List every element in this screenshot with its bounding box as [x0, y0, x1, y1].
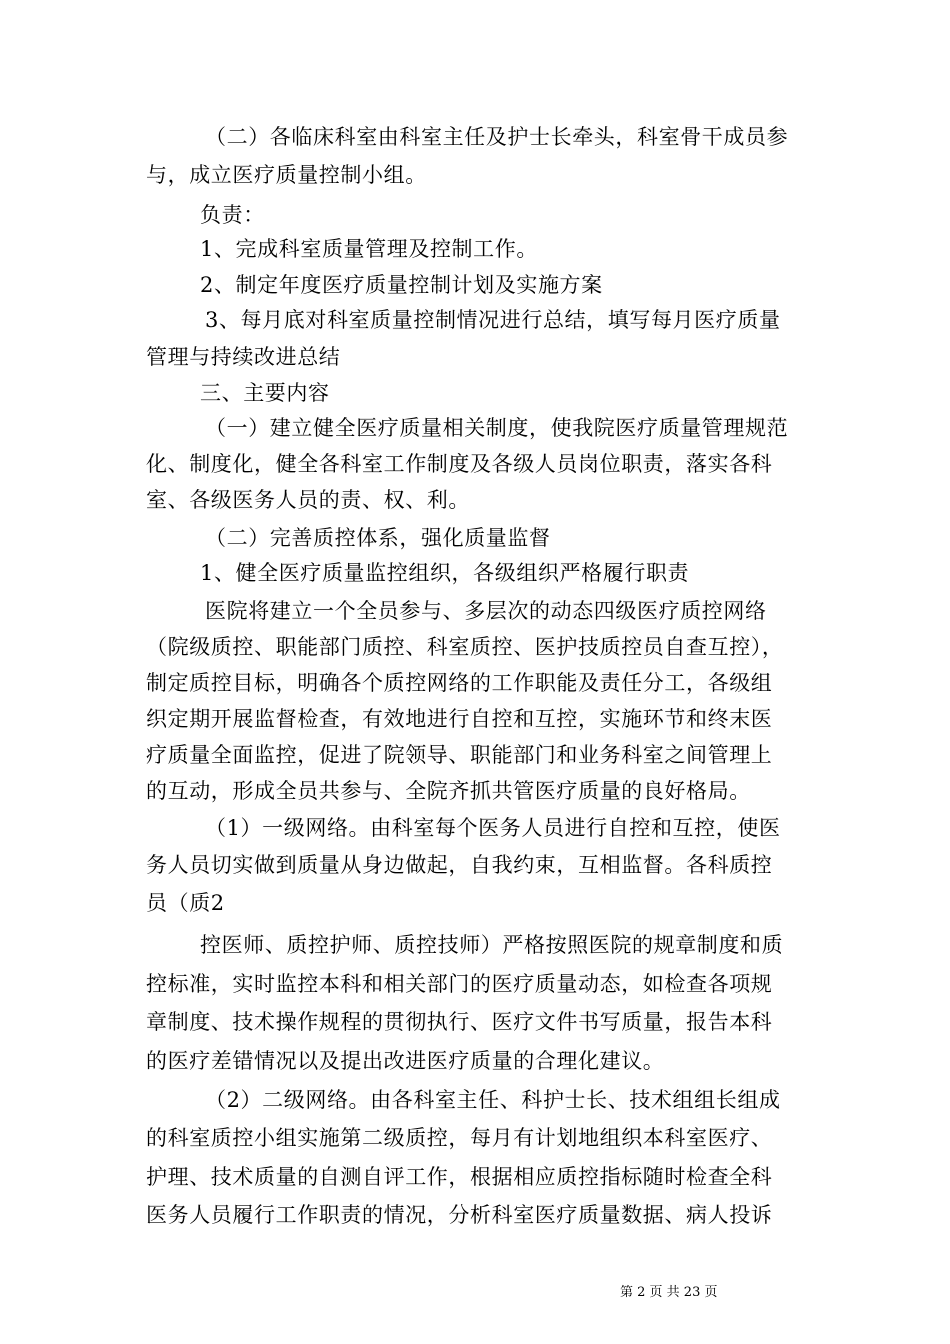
paragraph-line: 控标准，实时监控本科和相关部门的医疗质量动态，如检查各项规: [146, 972, 773, 996]
paragraph-line: （1）一级网络。由科室每个医务人员进行自控和互控，使医: [205, 816, 781, 840]
paragraph-line: 员（质2: [146, 891, 225, 915]
paragraph-line: 1、完成科室质量管理及控制工作。: [200, 237, 538, 261]
paragraph-line: 的科室质控小组实施第二级质控，每月有计划地组织本科室医疗、: [146, 1126, 773, 1150]
paragraph-line: （院级质控、职能部门质控、科室质控、医护技质控员自查互控），: [146, 635, 784, 659]
paragraph-line: 医院将建立一个全员参与、多层次的动态四级医疗质控网络: [205, 599, 767, 623]
paragraph-line: 的互动，形成全员共参与、全院齐抓共管医疗质量的良好格局。: [146, 779, 751, 803]
paragraph-line: （一）建立健全医疗质量相关制度，使我院医疗质量管理规范: [205, 416, 789, 440]
paragraph-line: 织定期开展监督检查，有效地进行自控和互控，实施环节和终末医: [146, 707, 773, 731]
paragraph-line: 制定质控目标，明确各个质控网络的工作职能及责任分工，各级组: [146, 671, 773, 695]
paragraph-line: 控医师、质控护师、质控技师）严格按照医院的规章制度和质: [200, 933, 784, 957]
subsection-heading: （二）完善质控体系，强化质量监督: [205, 526, 551, 550]
paragraph-line: 室、各级医务人员的责、权、利。: [146, 488, 470, 512]
page-footer: 第 2 页 共 23 页: [620, 1285, 718, 1300]
paragraph-line: 的医疗差错情况以及提出改进医疗质量的合理化建议。: [146, 1049, 665, 1073]
paragraph-line: 章制度、技术操作规程的贯彻执行、医疗文件书写质量，报告本科: [146, 1010, 773, 1034]
paragraph-line: 3、每月底对科室质量控制情况进行总结，填写每月医疗质量: [205, 308, 781, 332]
paragraph-line: 医务人员履行工作职责的情况，分析科室医疗质量数据、病人投诉: [146, 1203, 773, 1227]
paragraph-line: 护理、技术质量的自测自评工作，根据相应质控指标随时检查全科: [146, 1165, 773, 1189]
paragraph-line: 管理与持续改进总结: [146, 345, 341, 369]
paragraph-line: 疗质量全面监控，促进了院领导、职能部门和业务科室之间管理上: [146, 743, 773, 767]
paragraph-line: （2）二级网络。由各科室主任、科护士长、技术组组长组成: [205, 1088, 781, 1112]
paragraph-line: 化、制度化，健全各科室工作制度及各级人员岗位职责，落实各科: [146, 452, 773, 476]
paragraph-line: 2、制定年度医疗质量控制计划及实施方案: [200, 273, 603, 297]
paragraph-line: 务人员切实做到质量从身边做起，自我约束，互相监督。各科质控: [146, 853, 773, 877]
paragraph-line: 1、健全医疗质量监控组织，各级组织严格履行职责: [200, 561, 690, 585]
paragraph-line: （二）各临床科室由科室主任及护士长牵头，科室骨干成员参: [205, 125, 789, 149]
paragraph-line: 与，成立医疗质量控制小组。: [146, 163, 427, 187]
section-heading: 三、主要内容: [200, 381, 330, 405]
paragraph-line: 负责：: [200, 203, 265, 227]
